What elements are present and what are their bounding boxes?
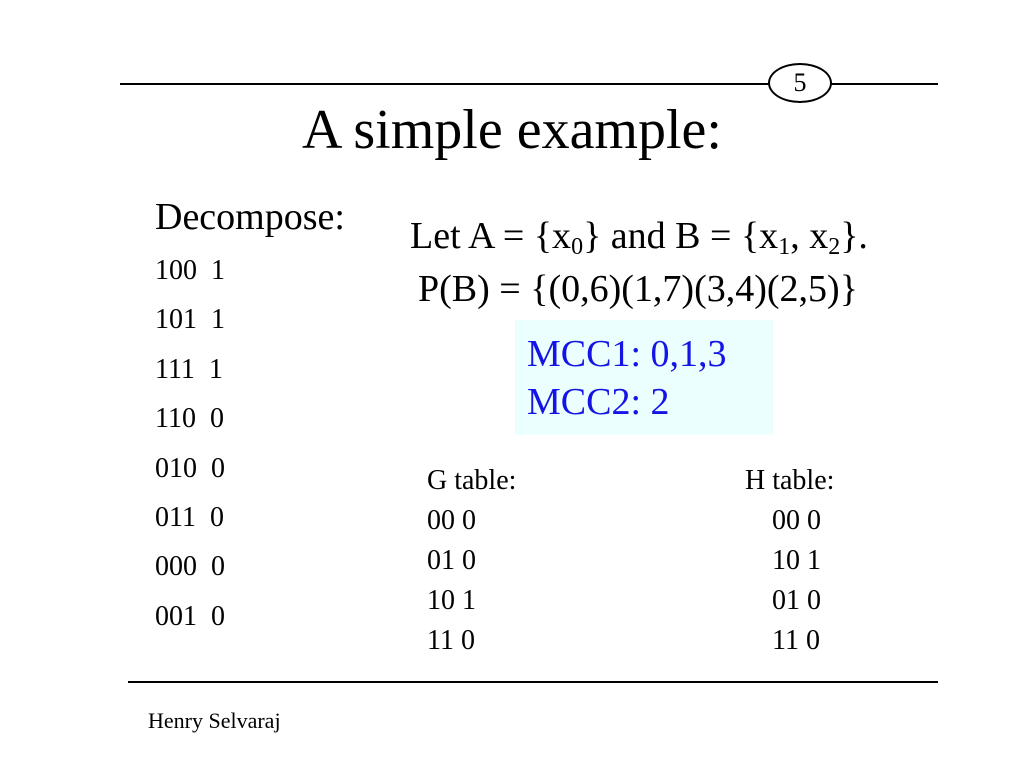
partition-line: P(B) = {(0,6)(1,7)(3,4)(2,5)} xyxy=(418,268,858,310)
h-table-row: 01 0 xyxy=(772,585,821,616)
truth-row: 100 1 xyxy=(155,255,225,286)
let-a-text: Let A = {x xyxy=(410,215,572,257)
g-table-row: 10 1 xyxy=(427,585,476,616)
h-table-row: 00 0 xyxy=(772,505,821,536)
truth-row: 111 1 xyxy=(155,353,223,385)
page-number: 5 xyxy=(793,68,807,97)
truth-row: 110 0 xyxy=(155,403,224,435)
mcc2-line: MCC2: 2 xyxy=(527,381,670,423)
top-rule-right xyxy=(830,83,938,85)
decompose-label: Decompose: xyxy=(155,196,345,238)
g-table-row: 01 0 xyxy=(427,545,476,576)
subscript: 0 xyxy=(571,234,584,260)
mcc1-line: MCC1: 0,1,3 xyxy=(527,333,727,375)
footer-author: Henry Selvaraj xyxy=(148,708,281,733)
g-table-row: 00 0 xyxy=(427,505,476,536)
set-definition xyxy=(410,212,868,260)
truth-table-rows xyxy=(155,250,225,645)
slide-title: A simple example: xyxy=(302,99,722,161)
truth-row: 001 0 xyxy=(155,600,225,632)
h-table-row: 10 1 xyxy=(772,545,821,576)
bottom-rule xyxy=(128,681,938,683)
subscript: 2 xyxy=(828,234,841,260)
mcc-highlight-box xyxy=(515,320,773,435)
h-table-label: H table: xyxy=(745,465,835,496)
truth-row: 010 0 xyxy=(155,452,225,484)
comma-x-text: , x xyxy=(790,215,829,257)
g-table-row: 11 0 xyxy=(427,625,475,656)
g-table-label: G table: xyxy=(427,465,517,496)
h-table-row: 11 0 xyxy=(772,625,820,656)
g-table xyxy=(427,461,516,661)
truth-row: 011 0 xyxy=(155,501,224,533)
top-rule-left xyxy=(120,83,770,85)
h-table xyxy=(745,461,834,661)
close-brace-text: }. xyxy=(840,215,868,257)
subscript: 1 xyxy=(778,234,791,260)
and-b-text: } and B = {x xyxy=(583,215,779,257)
truth-row: 101 1 xyxy=(155,304,225,336)
truth-row: 000 0 xyxy=(155,551,225,583)
